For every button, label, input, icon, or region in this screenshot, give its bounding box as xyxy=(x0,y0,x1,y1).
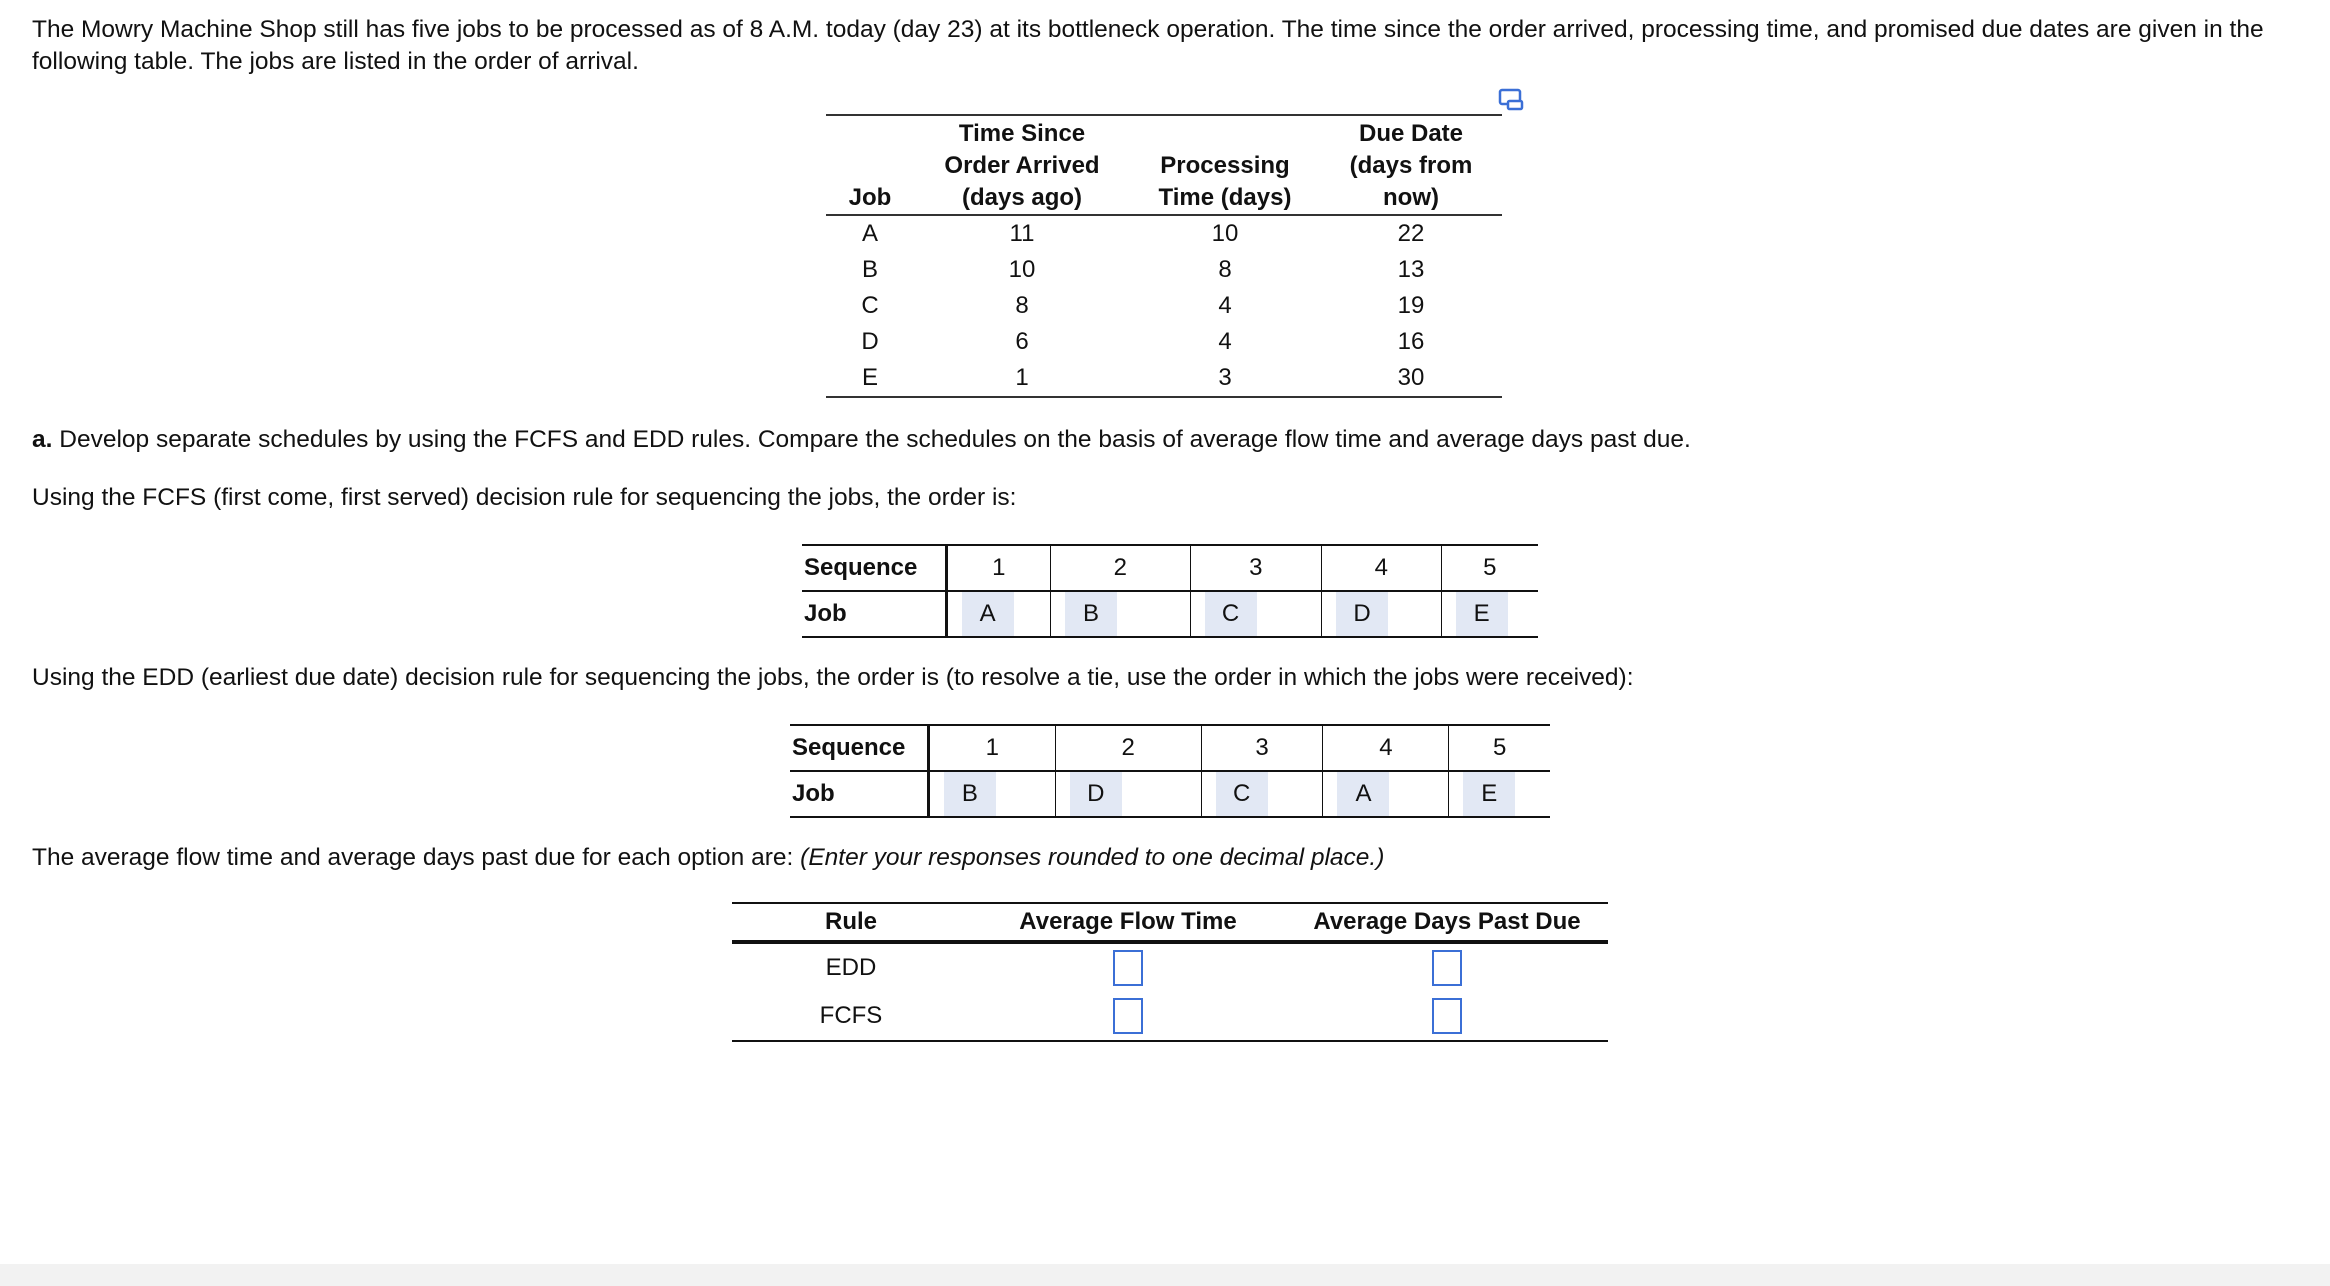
footer-bar xyxy=(0,1264,2330,1286)
edd-average-days-past-due-input[interactable] xyxy=(1432,950,1462,986)
sequence-number: 1 xyxy=(992,554,1006,581)
header-job: Job xyxy=(826,115,914,215)
jobs-data-table xyxy=(826,114,1502,398)
edd-job-answer[interactable]: B xyxy=(944,772,996,816)
job-label: Job xyxy=(802,591,946,637)
processing-cell: 4 xyxy=(1218,292,1232,319)
edd-sequence-table xyxy=(790,724,1550,818)
results-table xyxy=(732,902,1608,1042)
edd-job-answer[interactable]: E xyxy=(1463,772,1515,816)
sequence-number: 5 xyxy=(1483,554,1497,581)
table-row xyxy=(732,942,1608,992)
fcfs-job-answer[interactable]: D xyxy=(1336,592,1388,636)
sequence-number: 1 xyxy=(985,734,999,761)
sequence-number: 2 xyxy=(1113,554,1127,581)
sequence-number: 4 xyxy=(1374,554,1389,581)
rule-cell: EDD xyxy=(825,954,877,981)
table-row xyxy=(826,288,1502,324)
due-cell: 16 xyxy=(1397,328,1425,355)
edd-job-answer[interactable]: A xyxy=(1337,772,1389,816)
job-cell: A xyxy=(861,220,878,247)
problem-intro: The Mowry Machine Shop still has five jobs to be processed as of 8 A.M. today (day 23) at its bottleneck operation. The time since the order arrived, processing time, and promised due dates are given in the following table. The jobs are listed in the order of arrival. xyxy=(32,16,2264,75)
fcfs-average-flow-time-input[interactable] xyxy=(1113,998,1143,1034)
copy-icon[interactable] xyxy=(1498,88,1524,112)
due-cell: 19 xyxy=(1397,292,1425,319)
sequence-number: 4 xyxy=(1379,734,1393,761)
fcfs-job-answer[interactable]: C xyxy=(1205,592,1257,636)
header-average-flow-time: Average Flow Time xyxy=(970,903,1286,942)
table-row xyxy=(826,324,1502,360)
header-due-date: Due Date (days from now) xyxy=(1320,115,1502,215)
time-since-cell: 8 xyxy=(1015,292,1029,319)
sequence-number: 5 xyxy=(1492,734,1507,761)
due-cell: 30 xyxy=(1320,360,1502,397)
job-cell: E xyxy=(826,360,914,397)
time-since-cell: 6 xyxy=(1015,328,1029,355)
sequence-number: 2 xyxy=(1121,734,1135,761)
job-cell: C xyxy=(861,292,879,319)
fcfs-sequence-table xyxy=(802,544,1538,638)
processing-cell: 10 xyxy=(1211,220,1239,247)
sequence-label: Sequence xyxy=(790,725,928,771)
table-row xyxy=(732,992,1608,1041)
edd-job-answer[interactable]: C xyxy=(1216,772,1268,816)
fcfs-job-answer[interactable]: A xyxy=(962,592,1014,636)
due-cell: 13 xyxy=(1397,256,1425,283)
time-since-cell: 1 xyxy=(914,360,1130,397)
sequence-label: Sequence xyxy=(802,545,946,591)
job-label: Job xyxy=(790,771,928,817)
processing-cell: 3 xyxy=(1130,360,1320,397)
results-prompt: The average flow time and average days past due for each option are: (Enter your responses rounded to one decimal place.) xyxy=(32,844,1385,871)
table-row xyxy=(826,215,1502,252)
processing-cell: 8 xyxy=(1218,256,1232,283)
edd-job-answer[interactable]: D xyxy=(1070,772,1122,816)
job-cell: D xyxy=(861,328,879,355)
sequence-number: 3 xyxy=(1255,734,1269,761)
header-average-days-past-due: Average Days Past Due xyxy=(1286,903,1608,942)
table-row xyxy=(826,252,1502,288)
part-a-question: a. Develop separate schedules by using the FCFS and EDD rules. Compare the schedules on the basis of average flow time and average days past due. xyxy=(32,426,1691,453)
processing-cell: 4 xyxy=(1218,328,1232,355)
header-time-since: Time Since Order Arrived (days ago) xyxy=(914,115,1130,215)
header-processing: Processing Time (days) xyxy=(1130,115,1320,215)
fcfs-job-answer[interactable]: E xyxy=(1456,592,1508,636)
sequence-number: 3 xyxy=(1249,554,1263,581)
edd-average-flow-time-input[interactable] xyxy=(1113,950,1143,986)
time-since-cell: 10 xyxy=(1008,256,1036,283)
job-cell: B xyxy=(861,256,878,283)
edd-prompt: Using the EDD (earliest due date) decision rule for sequencing the jobs, the order is (to resolve a tie, use the order in which the jobs were received): xyxy=(32,664,1634,691)
fcfs-prompt: Using the FCFS (first come, first served) decision rule for sequencing the jobs, the order is: xyxy=(32,484,1017,511)
rule-cell: FCFS xyxy=(732,992,970,1041)
fcfs-average-days-past-due-input[interactable] xyxy=(1432,998,1462,1034)
due-cell: 22 xyxy=(1397,220,1425,247)
time-since-cell: 11 xyxy=(1009,220,1035,247)
header-rule: Rule xyxy=(732,903,970,942)
fcfs-job-answer[interactable]: B xyxy=(1065,592,1117,636)
table-row xyxy=(826,360,1502,397)
